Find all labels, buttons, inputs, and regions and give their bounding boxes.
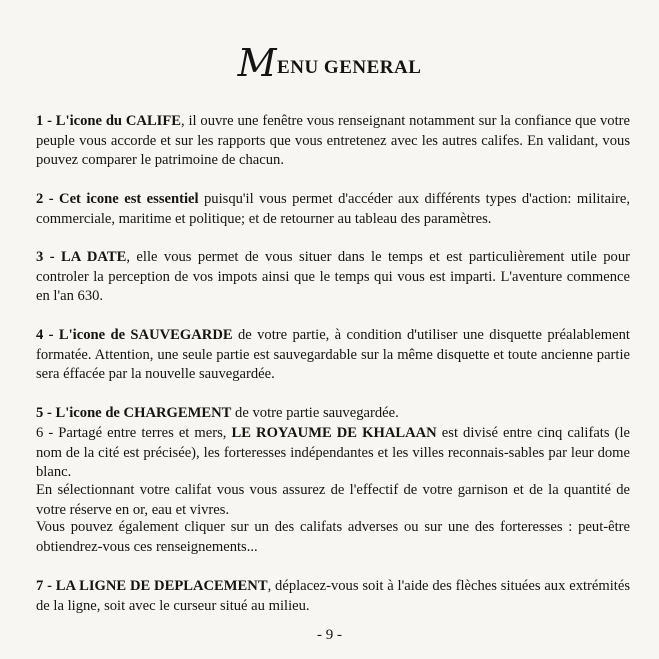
paragraph-date [36, 248, 630, 307]
title-initial: M [237, 41, 278, 85]
paragraph-califat-selection [36, 481, 630, 520]
paragraph-text: En sélectionnant votre califat vous vous assurez de l'effectif de votre garnison et de la quantité de votre réserve en or, eau et vivres. [36, 482, 630, 518]
paragraph-calife [36, 112, 630, 171]
page-title [0, 41, 659, 85]
paragraph-text: , déplacez-vous soit à l'aide des flèches situées aux extrémités de la ligne, soit avec le curseur situé au milieu. [36, 578, 630, 614]
paragraph-lead: 3 - LA DATE [36, 249, 127, 265]
paragraph-lead: 1 - L'icone du CALIFE [36, 113, 182, 129]
paragraph-royaume [36, 424, 630, 483]
page-number: - 9 - [317, 627, 342, 643]
paragraph-lead: 4 - L'icone de SAUVEGARDE [36, 327, 233, 343]
paragraph-text: puisqu'il vous permet d'accéder aux différents types d'action: militaire, commerciale, maritime et politique; et de retourner au tableau des paramètres. [36, 191, 631, 227]
paragraph-text: , il ouvre une fenêtre vous renseignant notamment sur la confiance que votre peuple vous accorde et sur les rapports que vous entretenez avec les autres califes. En validant, vous pouvez comparer le patrimoine de chacun. [36, 113, 630, 168]
paragraph-prefix: 6 - Partagé entre terres et mers, [36, 425, 232, 441]
paragraph-text: est divisé entre cinq califats (le nom de la cité est précisée), les forteresses indépendantes et les villes reconnais-sables par leur dome blanc. [36, 425, 630, 480]
paragraph-lead: 7 - LA LIGNE DE DEPLACEMENT [36, 578, 268, 594]
paragraph-lead: 5 - L'icone de CHARGEMENT [36, 405, 232, 421]
paragraph-adverses [36, 518, 630, 557]
paragraph-sauvegarde [36, 326, 630, 385]
paragraph-action-icon [36, 190, 630, 229]
paragraph-bold: LE ROYAUME DE KHALAAN [231, 425, 437, 441]
paragraph-text: Vous pouvez également cliquer sur un des califats adverses ou sur une des forteresses : peut-être obtiendrez-vous ces renseignements... [36, 519, 630, 555]
paragraph-chargement [36, 404, 630, 424]
paragraph-text: de votre partie, à condition d'utiliser une disquette préalablement formatée. Attention, une seule partie est sauvegardable sur la même disquette et toute ancienne partie sera éffacée par la nouvelle sauvegardée. [36, 327, 630, 382]
paragraph-text: de votre partie sauvegardée. [231, 405, 399, 421]
title-rest: ENU GENERAL [277, 57, 422, 78]
paragraph-deplacement [36, 577, 630, 616]
paragraph-text: , elle vous permet de vous situer dans le temps et est particulièrement utile pour controler la perception de vos impots ainsi que le temps qui vous est imparti. L'aventure commence en l'an 630. [36, 249, 630, 304]
paragraph-lead: 2 - Cet icone est essentiel [36, 191, 199, 207]
